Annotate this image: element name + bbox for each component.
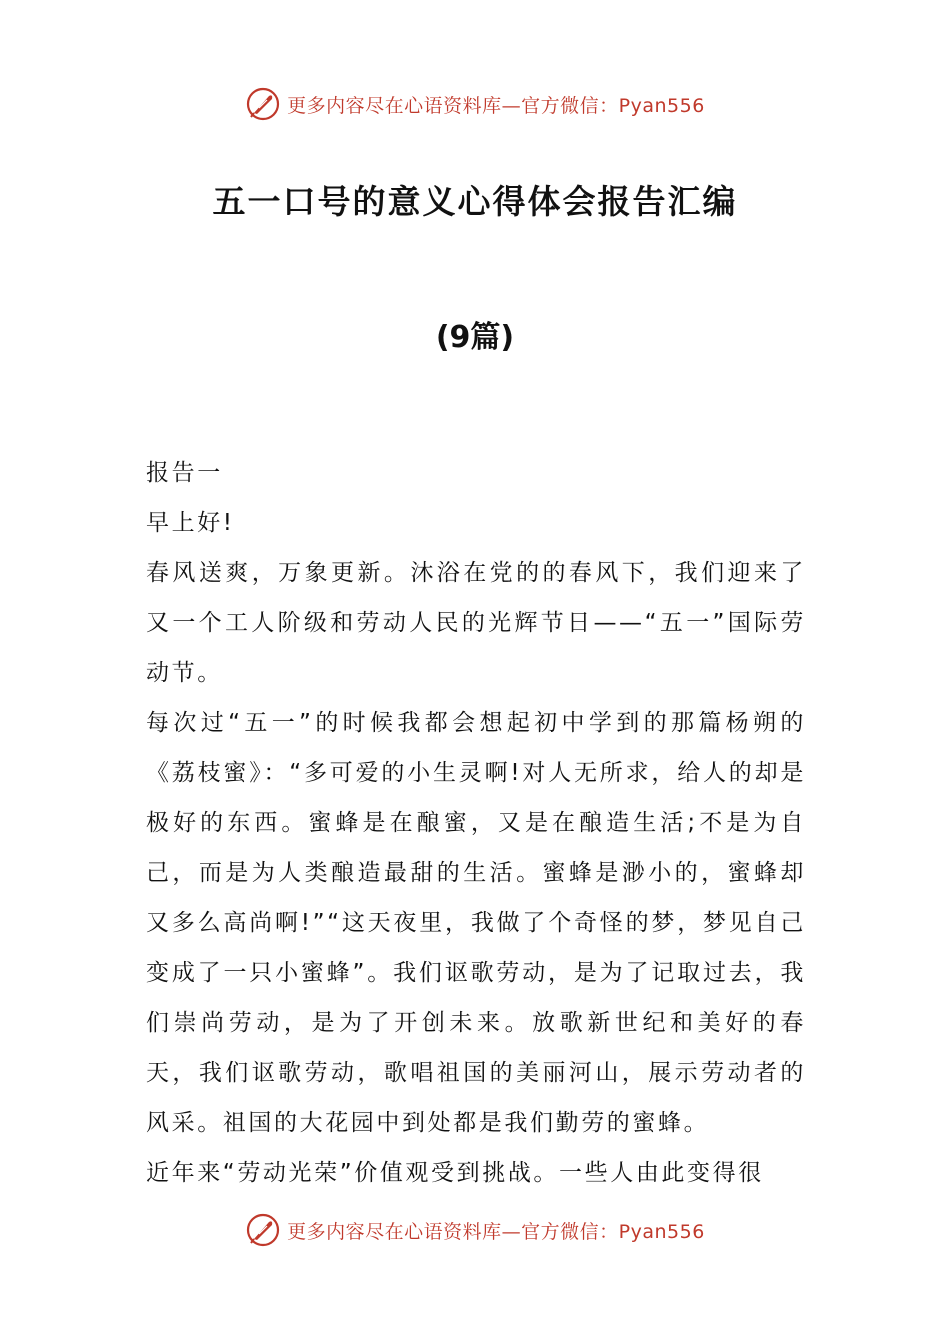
watermark-contact: 官方微信：Pyan556 (521, 94, 705, 117)
body-paragraph: 近年来“劳动光荣”价值观受到挑战。一些人由此变得很 (146, 1160, 764, 1186)
header-watermark (0, 84, 950, 124)
watermark-text (287, 91, 705, 118)
body-paragraph: 春风送爽，万象更新。沐浴在党的的春风下，我们迎来了又一个工人阶级和劳动人民的光辉节日——“五一”国际劳动节。 (146, 560, 806, 686)
document-body (146, 448, 806, 1198)
watermark-contact: 官方微信：Pyan556 (521, 1220, 705, 1243)
watermark-brand: 更多内容尽在心语资料库— (287, 1220, 522, 1243)
greeting-paragraph: 早上好! (146, 510, 235, 536)
quill-pen-logo-icon (245, 1212, 281, 1248)
document-title: 五一口号的意义心得体会报告汇编 (212, 182, 738, 221)
watermark-brand: 更多内容尽在心语资料库— (287, 94, 522, 117)
watermark-text (287, 1217, 705, 1244)
footer-watermark (0, 1210, 950, 1250)
quill-pen-logo-icon (245, 86, 281, 122)
section-heading: 报告一 (146, 460, 223, 486)
document-subtitle: (9篇) (435, 320, 515, 355)
body-paragraph: 每次过“五一”的时候我都会想起初中学到的那篇杨朔的《荔枝蜜》：“多可爱的小生灵啊!对人无所求，给人的却是极好的东西。蜜蜂是在酿蜜，又是在酿造生活;不是为自己，而是为人类酿造最甜的生活。蜜蜂是渺小的，蜜蜂却又多么高尚啊!”“这天夜里，我做了个奇怪的梦，梦见自己变成了一只小蜜蜂”。我们讴歌劳动，是为了记取过去，我们崇尚劳动，是为了开创未来。放歌新世纪和美好的春天，我们讴歌劳动，歌唱祖国的美丽河山，展示劳动者的风采。祖国的大花园中到处都是我们勤劳的蜜蜂。 (146, 710, 806, 1136)
